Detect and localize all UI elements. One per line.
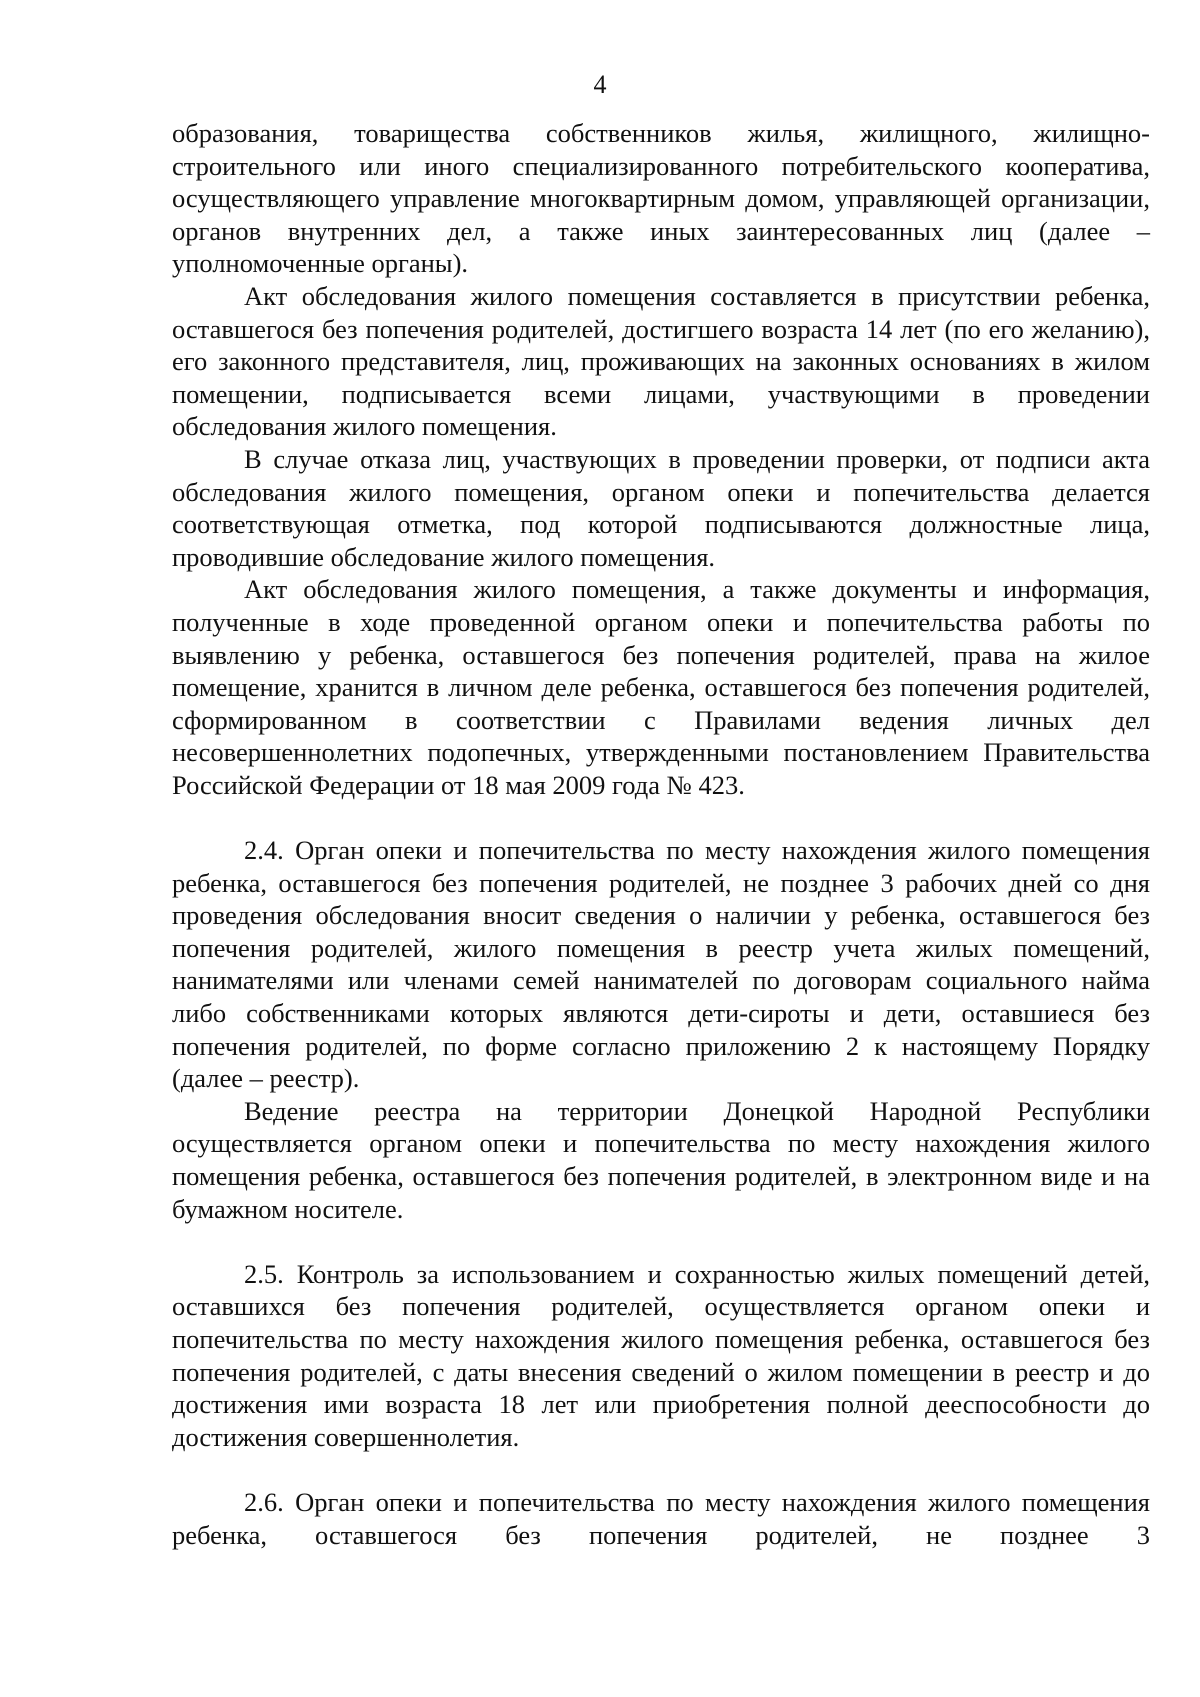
paragraph-registry: Ведение реестра на территории Донецкой Народной Республики осуществляется органом опеки и попечительства по месту нахождения жилого помещения ребенка, оставшегося без попечения родителей, в электронном виде и на бумажном носителе. [172,1095,1150,1224]
paragraph-gap [172,1453,1150,1486]
paragraph-section-2-5: 2.5. Контроль за использованием и сохранностью жилых помещений детей, оставшихся без попечения родителей, осуществляется органом опеки и попечительства по месту нахождения жилого помещения ребенка, оставшегося без попечения родителей, с даты внесения сведений о жилом помещении в реестр и до достижения ими возраста 18 лет или приобретения полной дееспособности до достижения совершеннолетия. [172,1258,1150,1452]
paragraph-gap [172,801,1150,834]
paragraph-act-storage: Акт обследования жилого помещения, а также документы и информация, полученные в ходе проведенной органом опеки и попечительства работы по выявлению у ребенка, оставшегося без попечения родителей, права на жилое помещение, хранится в личном деле ребенка, оставшегося без попечения родителей, сформированном в соответствии с Правилами ведения личных дел несовершеннолетних подопечных, утвержденными постановлением Правительства Российской Федерации от 18 мая 2009 года № 423. [172,574,1150,800]
paragraph-gap [172,1225,1150,1258]
paragraph-refusal: В случае отказа лиц, участвующих в проведении проверки, от подписи акта обследования жилого помещения, органом опеки и попечительства делается соответствующая отметка, под которой подписываются должностные лица, проводившие обследование жилого помещения. [172,443,1150,572]
paragraph-act-presence: Акт обследования жилого помещения составляется в присутствии ребенка, оставшегося без попечения родителей, достигшего возраста 14 лет (по его желанию), его законного представителя, лиц, проживающих на законных основаниях в жилом помещении, подписывается всеми лицами, участвующими в проведении обследования жилого помещения. [172,280,1150,442]
page-number: 4 [593,70,607,99]
paragraph-section-2-4: 2.4. Орган опеки и попечительства по месту нахождения жилого помещения ребенка, оставшегося без попечения родителей, не позднее 3 рабочих дней со дня проведения обследования вносит сведения о наличии у ребенка, оставшегося без попечения родителей, жилого помещения в реестр учета жилых помещений, нанимателями или членами семей нанимателей по договорам социального найма либо собственниками которых являются дети-сироты и дети, оставшиеся без попечения родителей, по форме согласно приложению 2 к настоящему Порядку (далее – реестр). [172,835,1150,1094]
paragraph-section-2-6: 2.6. Орган опеки и попечительства по месту нахождения жилого помещения ребенка, оставшегося без попечения родителей, не позднее 3 [172,1486,1150,1550]
paragraph-continuation: образования, товарищества собственников жилья, жилищного, жилищно-строительного или иного специализированного потребительского кооператива, осуществляющего управление многоквартирным домом, управляющей организации, органов внутренних дел, а также иных заинтересованных лиц (далее – уполномоченные органы). [172,118,1150,279]
document-body [172,117,1150,1551]
